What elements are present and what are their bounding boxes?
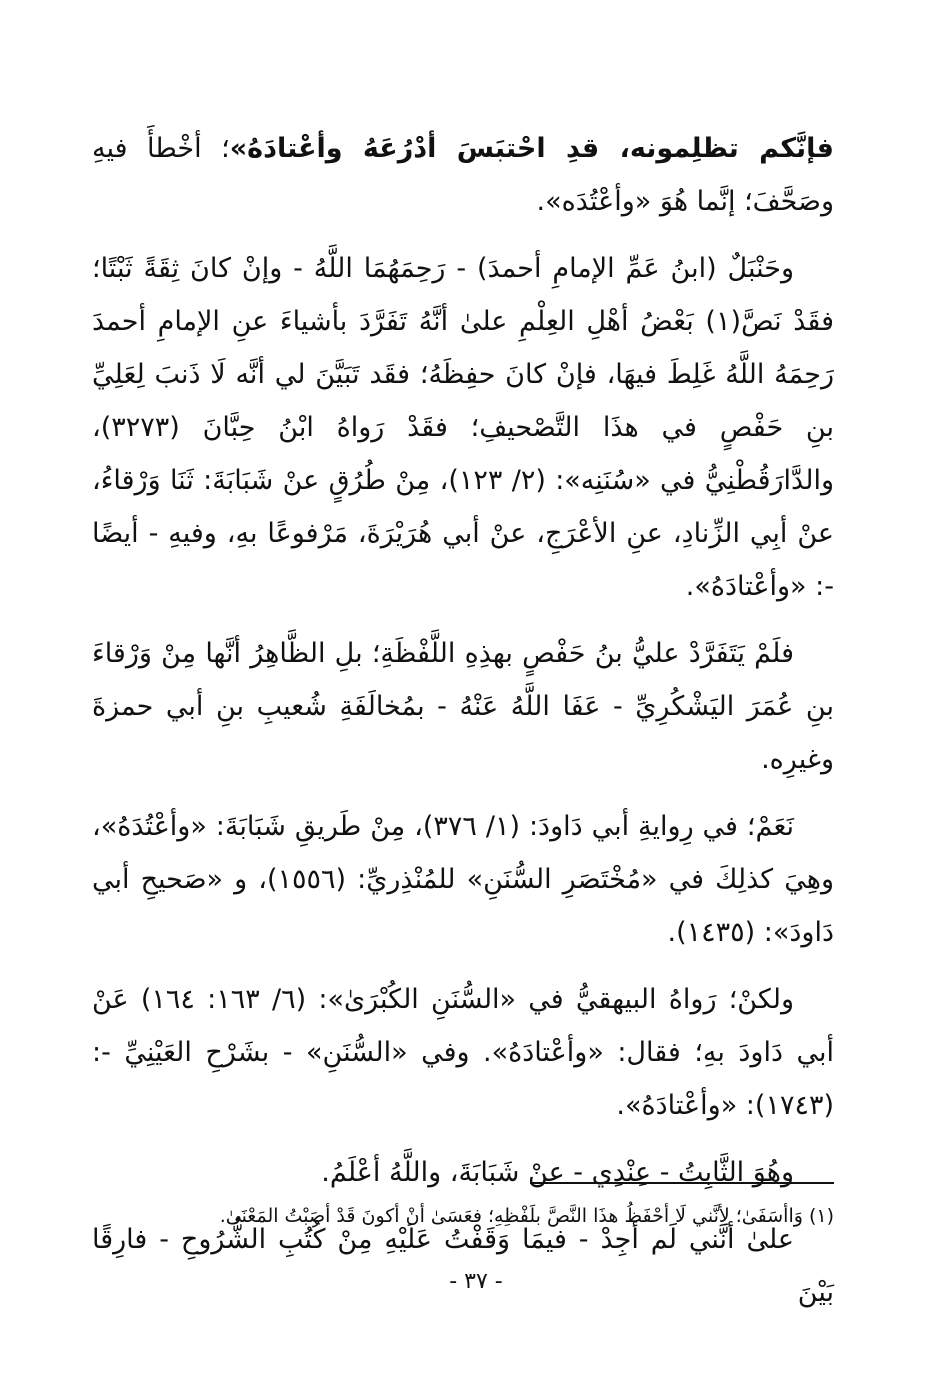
paragraph-3: فلَمْ يَتَفَرَّدْ عليُّ بنُ حَفْصٍ بهذِهِ اللَّفْظَةِ؛ بلِ الظَّاهِرُ أنَّها مِنْ وَرْقاءَ بنِ عُمَرَ اليَشْكُرِيِّ - عَفَا اللَّهُ عَنْهُ - بمُخالَفَةِ شُعيبِ بنِ أبي حمزةَ وغيرِه. (92, 638, 834, 775)
page-number: - ٣٧ - (449, 1269, 503, 1294)
paragraph-1-bold-quote: فإنَّكم تظلِمونه، قدِ احْتبَسَ أدْرُعَهُ وأعْتادَهُ» (229, 133, 834, 164)
paragraph-4: نَعَمْ؛ في رِوايةِ أبي دَاودَ: (١/ ٣٧٦)، مِنْ طَريقِ شَبَابَةَ: «وأعْتُدَهُ»، وهِيَ كذلِكَ في «مُخْتَصَرِ السُّنَنِ» للمُنْذِريِّ: (١٥٥٦)، و «صَحيحِ أبي دَاودَ»: (١٤٣٥). (92, 811, 834, 948)
paragraph-7: علىٰ أنَّني لَم أجِدْ - فيمَا وَقَفْتُ عَلَيْهِ مِنْ كُتُبِ الشُّرُوحِ - فارِقًا بَيْنَ (92, 1224, 834, 1308)
footnote: (١) وَاأسَفَىٰ؛ لِأنَّني لَا أحْفَظُ هذَا النَّصَّ بلَفْظِهِ؛ فعَسَىٰ أنْ أكونَ قَدْ أصَبْتُ المَعْنَىٰ. (219, 1205, 834, 1227)
paragraph-2: وحَنْبَلٌ (ابنُ عَمِّ الإمامِ أحمدَ) - رَحِمَهُمَا اللَّهُ - وإنْ كانَ ثِقَةً ثَبْتًا؛ فقَدْ نَصَّ(١) بَعْضُ أهْلِ العِلْمِ علىٰ أنَّهُ تَفَرَّدَ بأشياءَ عنِ الإمامِ أحمدَ رَحِمَهُ اللَّهُ غَلِطَ فيهَا، فإنْ كانَ حفِظَهُ؛ فقَد تَبَيَّنَ لي أنَّه لَا ذَنبَ لِعَلِيِّ بنِ حَفْصٍ في هذَا التَّصْحيفِ؛ فقَدْ رَواهُ ابْنُ حِبَّانَ (٣٢٧٣)، والدَّارَقُطْنِيُّ في «سُنَنِه»: (٢/ ١٢٣)، مِنْ طُرُقٍ عنْ شَبَابَةَ: ثَنَا وَرْقاءُ، عنْ أبِي الزِّنادِ، عنِ الأعْرَجِ، عنْ أبي هُرَيْرَةَ، مَرْفوعًا بهِ، وفيهِ - أيضًا -: «وأعْتادَهُ». (92, 253, 834, 602)
paragraph-1 (92, 122, 834, 228)
paragraph-1-text: ؛ أخْطأَ فيهِ وصَحَّفَ؛ إنَّما هُوَ «وأعْتُدَه». (92, 133, 834, 217)
footnote-separator (530, 1182, 834, 1184)
paragraph-6: وهُوَ الثَّابِتُ - عِنْدِي - عنْ شَبَابَةَ، واللَّهُ أعْلَمُ. (321, 1157, 794, 1188)
paragraph-5: ولكنْ؛ رَواهُ البيهقيُّ في «السُّنَنِ الكُبْرَىٰ»: (٦/ ١٦٣: ١٦٤) عَنْ أبي دَاودَ بهِ؛ فقال: «وأعْتادَهُ». وفي «السُّنَنِ» - بشَرْحِ العَيْنِيِّ -: (١٧٤٣): «وأعْتادَهُ». (92, 984, 834, 1121)
main-text (92, 122, 834, 1333)
